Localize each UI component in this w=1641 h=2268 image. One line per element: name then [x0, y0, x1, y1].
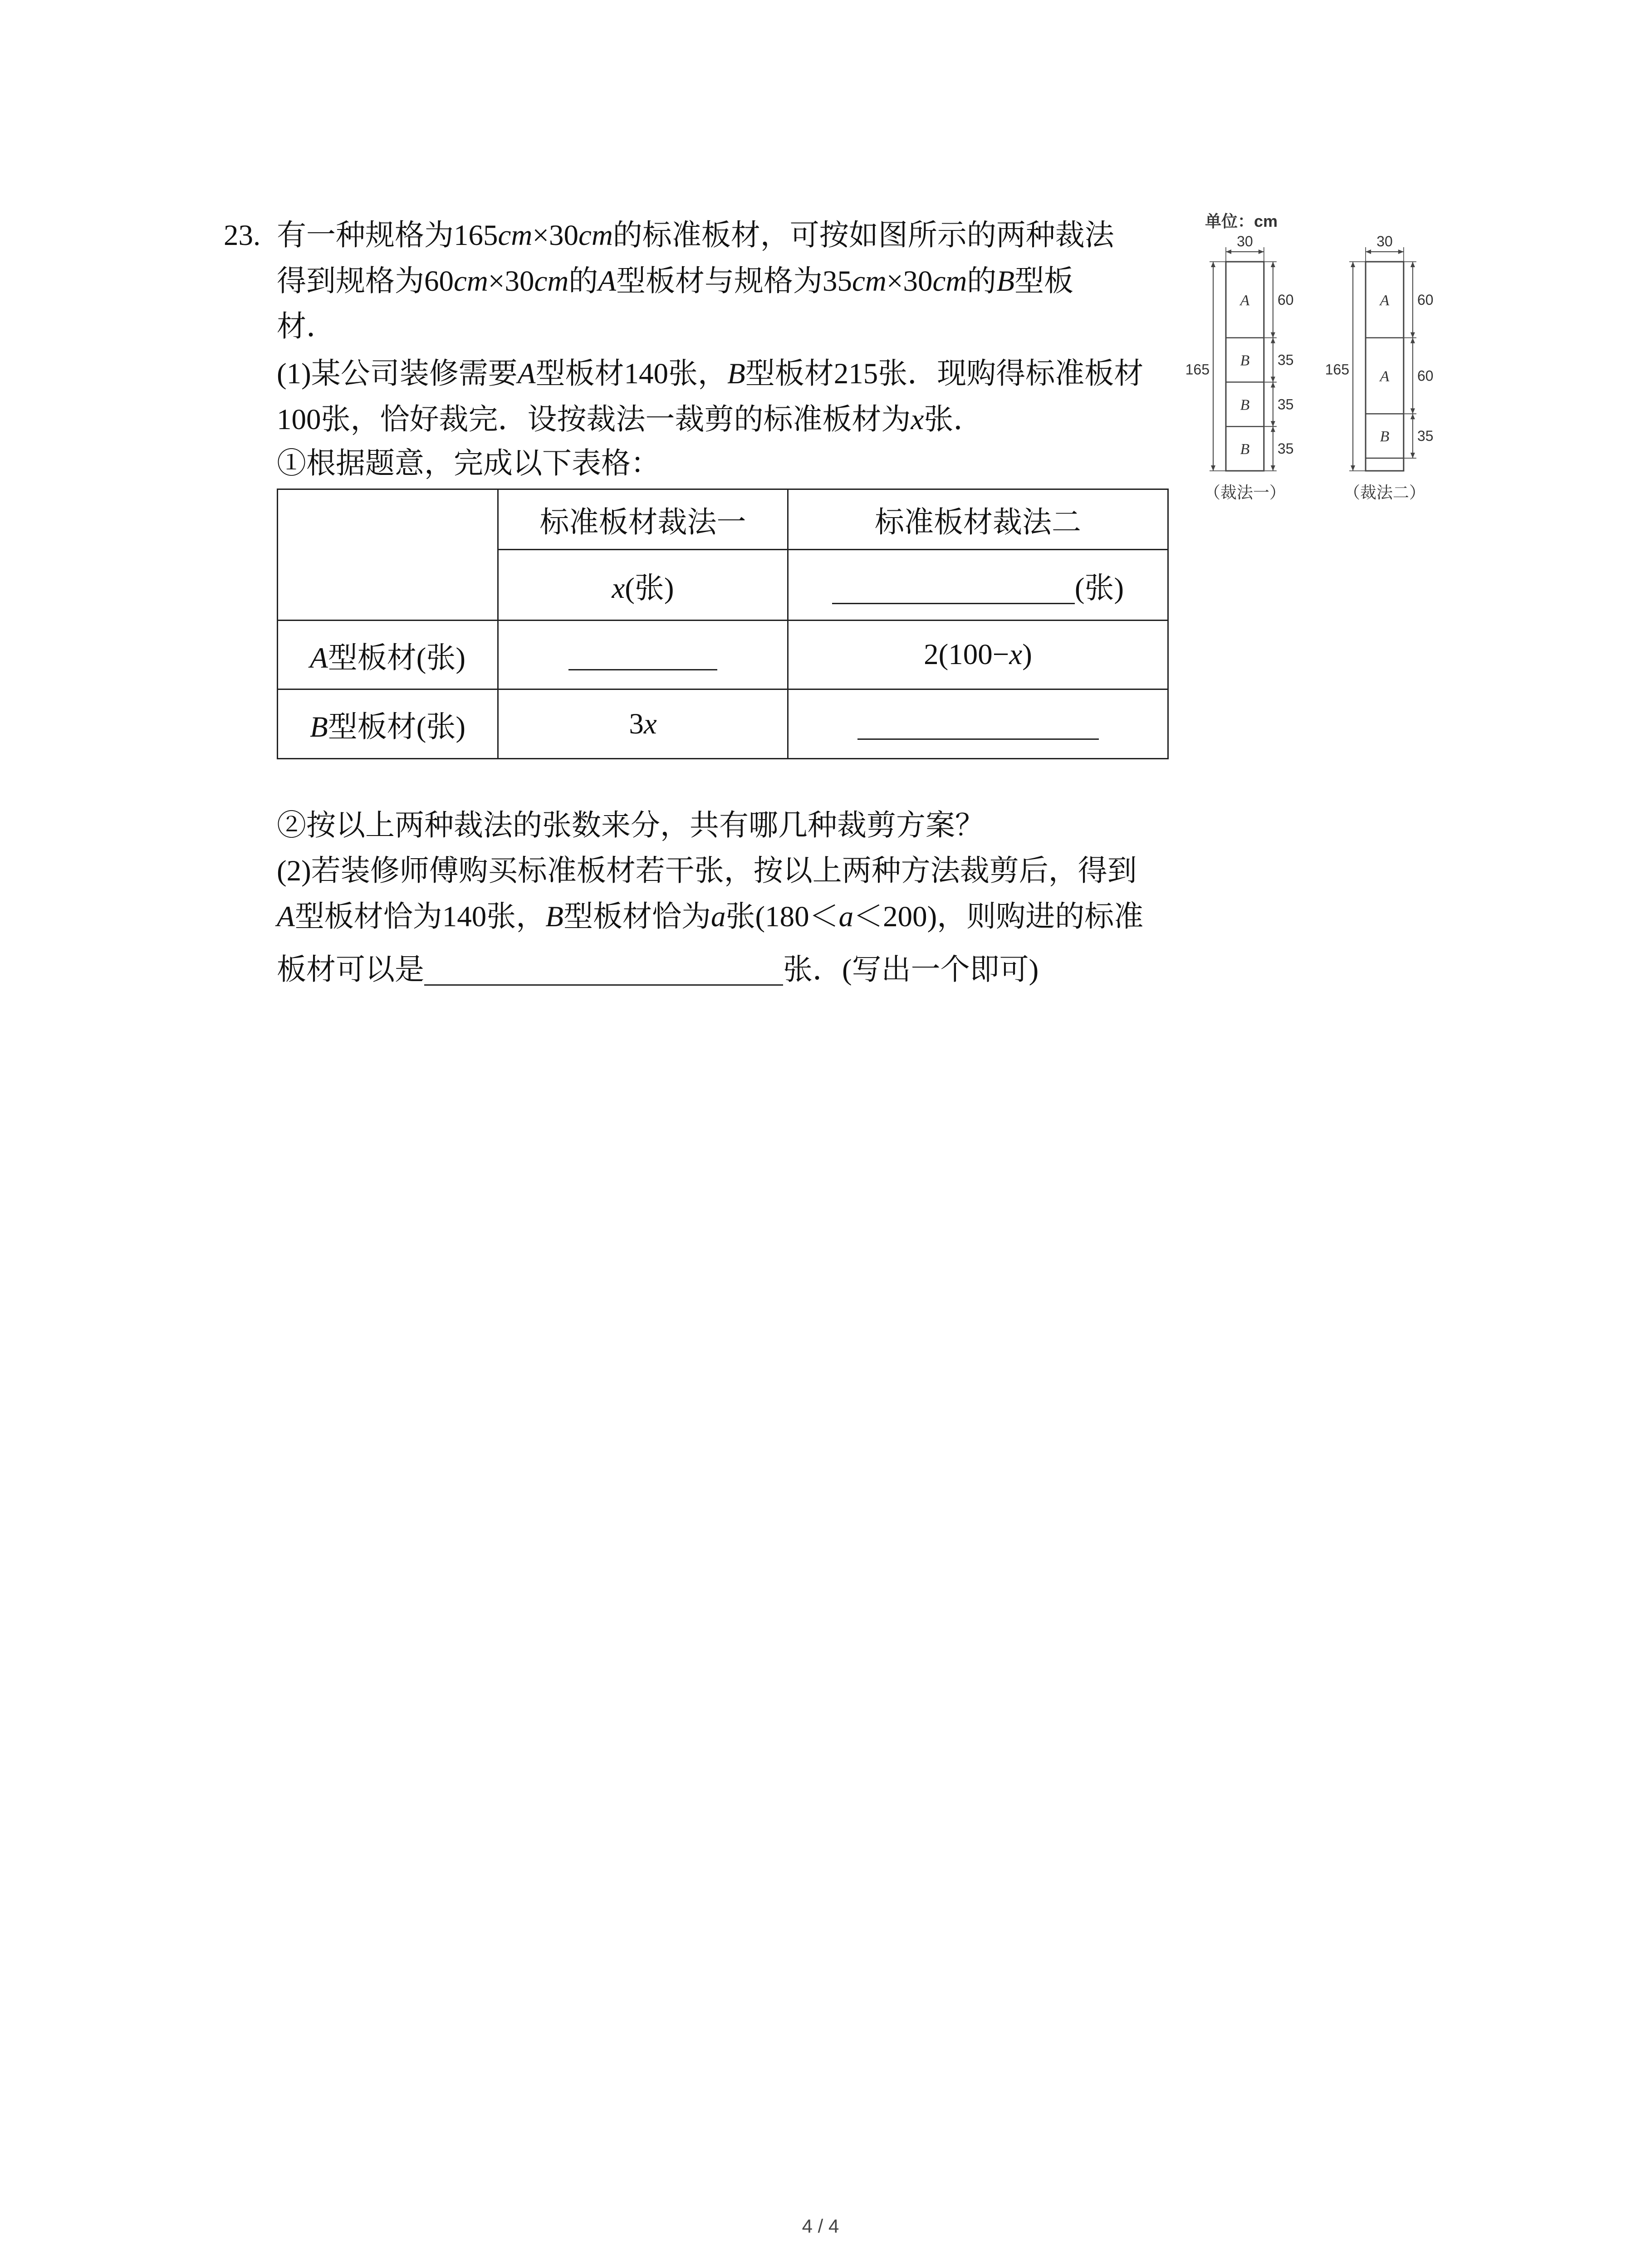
math-variable: cm [454, 265, 488, 298]
math-variable: A [277, 900, 295, 933]
math-variable: x [643, 707, 657, 740]
cell-text: (张) [1074, 572, 1124, 605]
header-text: 标准板材裁法二 [874, 506, 1081, 539]
segment-type-label: B [1380, 428, 1390, 445]
method-caption: （裁法二） [1343, 483, 1425, 502]
math-variable: cm [578, 219, 613, 252]
answer-line-prefix: 板材可以是 [277, 953, 425, 986]
table-row-label [278, 689, 498, 759]
math-variable: x [612, 572, 625, 605]
table-header-row [278, 489, 1168, 550]
cell-text: 3x [629, 707, 657, 740]
segment-type-label: B [1240, 396, 1250, 414]
segment-size-label: 35 [1417, 428, 1434, 445]
dimension-arrowhead [1351, 465, 1355, 471]
segment-type-label: B [1240, 352, 1250, 369]
part2-answer-line [277, 952, 1038, 988]
table-cell-b-method1 [498, 689, 788, 759]
answer-blank [568, 640, 717, 670]
dimension-arrowhead [1271, 332, 1275, 338]
table-cell-count-method2 [788, 550, 1168, 621]
segment-size-label: 60 [1417, 291, 1434, 308]
dimension-arrowhead [1411, 262, 1415, 267]
dimension-arrowhead [1211, 465, 1215, 471]
dimension-arrowhead [1411, 338, 1415, 343]
table-header-method1 [498, 489, 788, 550]
question-number: 23. [224, 219, 261, 252]
dimension-arrowhead [1411, 453, 1415, 458]
dimension-arrowhead [1271, 382, 1275, 387]
dimension-arrowhead [1226, 249, 1231, 254]
question-stem-line: 材． [277, 310, 336, 343]
math-variable: cm [534, 265, 569, 298]
diagram-layer [1185, 212, 1434, 502]
dimension-arrowhead [1271, 376, 1275, 382]
math-variable: B [996, 265, 1015, 298]
math-variable: A [598, 265, 617, 298]
unit-label: 单位：cm [1205, 212, 1278, 230]
part2-text-line: (2)若装修师傅购买标准板材若干张，按以上两种方法裁剪后，得到 [277, 855, 1137, 887]
part2-text-line: A型板材恰为140张，B型板材恰为a张(180＜a＜200)，则购进的标准 [277, 900, 1144, 933]
answer-blank [832, 573, 1075, 604]
question-stem-line: 得到规格为60cm×30cm的A型板材与规格为35cm×30cm的B型板 [277, 265, 1074, 298]
method-caption: （裁法一） [1204, 483, 1286, 502]
dimension-arrowhead [1411, 332, 1415, 338]
dimension-arrowhead [1271, 338, 1275, 343]
segment-size-label: 60 [1417, 367, 1434, 384]
cell-text: A型板材(张) [309, 641, 465, 675]
table-row-a [278, 621, 1168, 689]
dimension-arrowhead [1351, 262, 1355, 267]
header-text: 标准板材裁法一 [539, 506, 746, 539]
math-variable: cm [932, 265, 967, 298]
answer-table [277, 489, 1169, 759]
table-cell-count-method1 [498, 550, 788, 621]
answer-blank [857, 709, 1099, 740]
math-variable: cm [852, 265, 887, 298]
table-cell-a-method2 [788, 621, 1168, 689]
math-variable: B [545, 900, 563, 933]
table-row-b [278, 689, 1168, 759]
math-variable: a [838, 900, 854, 933]
segment-size-label: 35 [1277, 440, 1294, 457]
dimension-arrowhead [1411, 408, 1415, 414]
dimension-arrowhead [1366, 249, 1371, 254]
cutting-diagram [1161, 204, 1461, 513]
width-label: 30 [1237, 233, 1253, 249]
part1-text-line: 100张，恰好裁完．设按裁法一裁剪的标准板材为x张． [277, 403, 983, 436]
page-number: 4 / 4 [802, 2215, 839, 2237]
height-label: 165 [1185, 361, 1210, 378]
cell-text: B型板材(张) [309, 711, 465, 743]
table-row-label [278, 621, 498, 689]
table-cell-a-method1 [498, 621, 788, 689]
dimension-arrowhead [1398, 249, 1404, 254]
table-corner-cell [278, 489, 498, 621]
width-label: 30 [1376, 233, 1393, 249]
math-variable: x [1009, 638, 1023, 671]
part1-text-line: (1)某公司装修需要A型板材140张，B型板材215张．现购得标准板材 [277, 357, 1144, 390]
dimension-arrowhead [1259, 249, 1264, 254]
segment-type-label: A [1240, 292, 1250, 309]
segment-size-label: 60 [1277, 291, 1294, 308]
math-variable: B [309, 711, 328, 743]
dimension-arrowhead [1271, 426, 1275, 432]
dimension-arrowhead [1271, 262, 1275, 267]
part1-question-line: ②按以上两种裁法的张数来分，共有哪几种裁剪方案？ [277, 809, 985, 842]
part1-instruction-line: ①根据题意，完成以下表格： [277, 447, 661, 480]
table-header-method2 [788, 489, 1168, 550]
answer-line-suffix: 张．(写出一个即可) [783, 953, 1039, 986]
dimension-arrowhead [1271, 421, 1275, 426]
segment-type-label: A [1380, 368, 1390, 385]
dimension-arrowhead [1271, 465, 1275, 471]
table-cell-b-method2 [788, 689, 1168, 759]
cell-text: x(张) [612, 572, 674, 605]
segment-size-label: 35 [1277, 396, 1294, 413]
cell-text: 2(100−x) [924, 638, 1032, 671]
segment-size-label: 35 [1277, 352, 1294, 368]
math-variable: x [911, 403, 924, 436]
math-variable: B [727, 357, 745, 390]
math-variable: A [517, 357, 536, 390]
math-variable: a [710, 900, 726, 933]
question-stem-line: 有一种规格为165cm×30cm的标准板材，可按如图所示的两种裁法 [277, 219, 1114, 252]
math-variable: A [309, 641, 328, 675]
height-label: 165 [1325, 361, 1349, 378]
answer-blank [424, 955, 783, 986]
dimension-arrowhead [1211, 262, 1215, 267]
dimension-arrowhead [1411, 414, 1415, 419]
math-variable: cm [498, 219, 533, 252]
segment-type-label: A [1380, 292, 1390, 309]
segment-type-label: B [1240, 441, 1250, 458]
